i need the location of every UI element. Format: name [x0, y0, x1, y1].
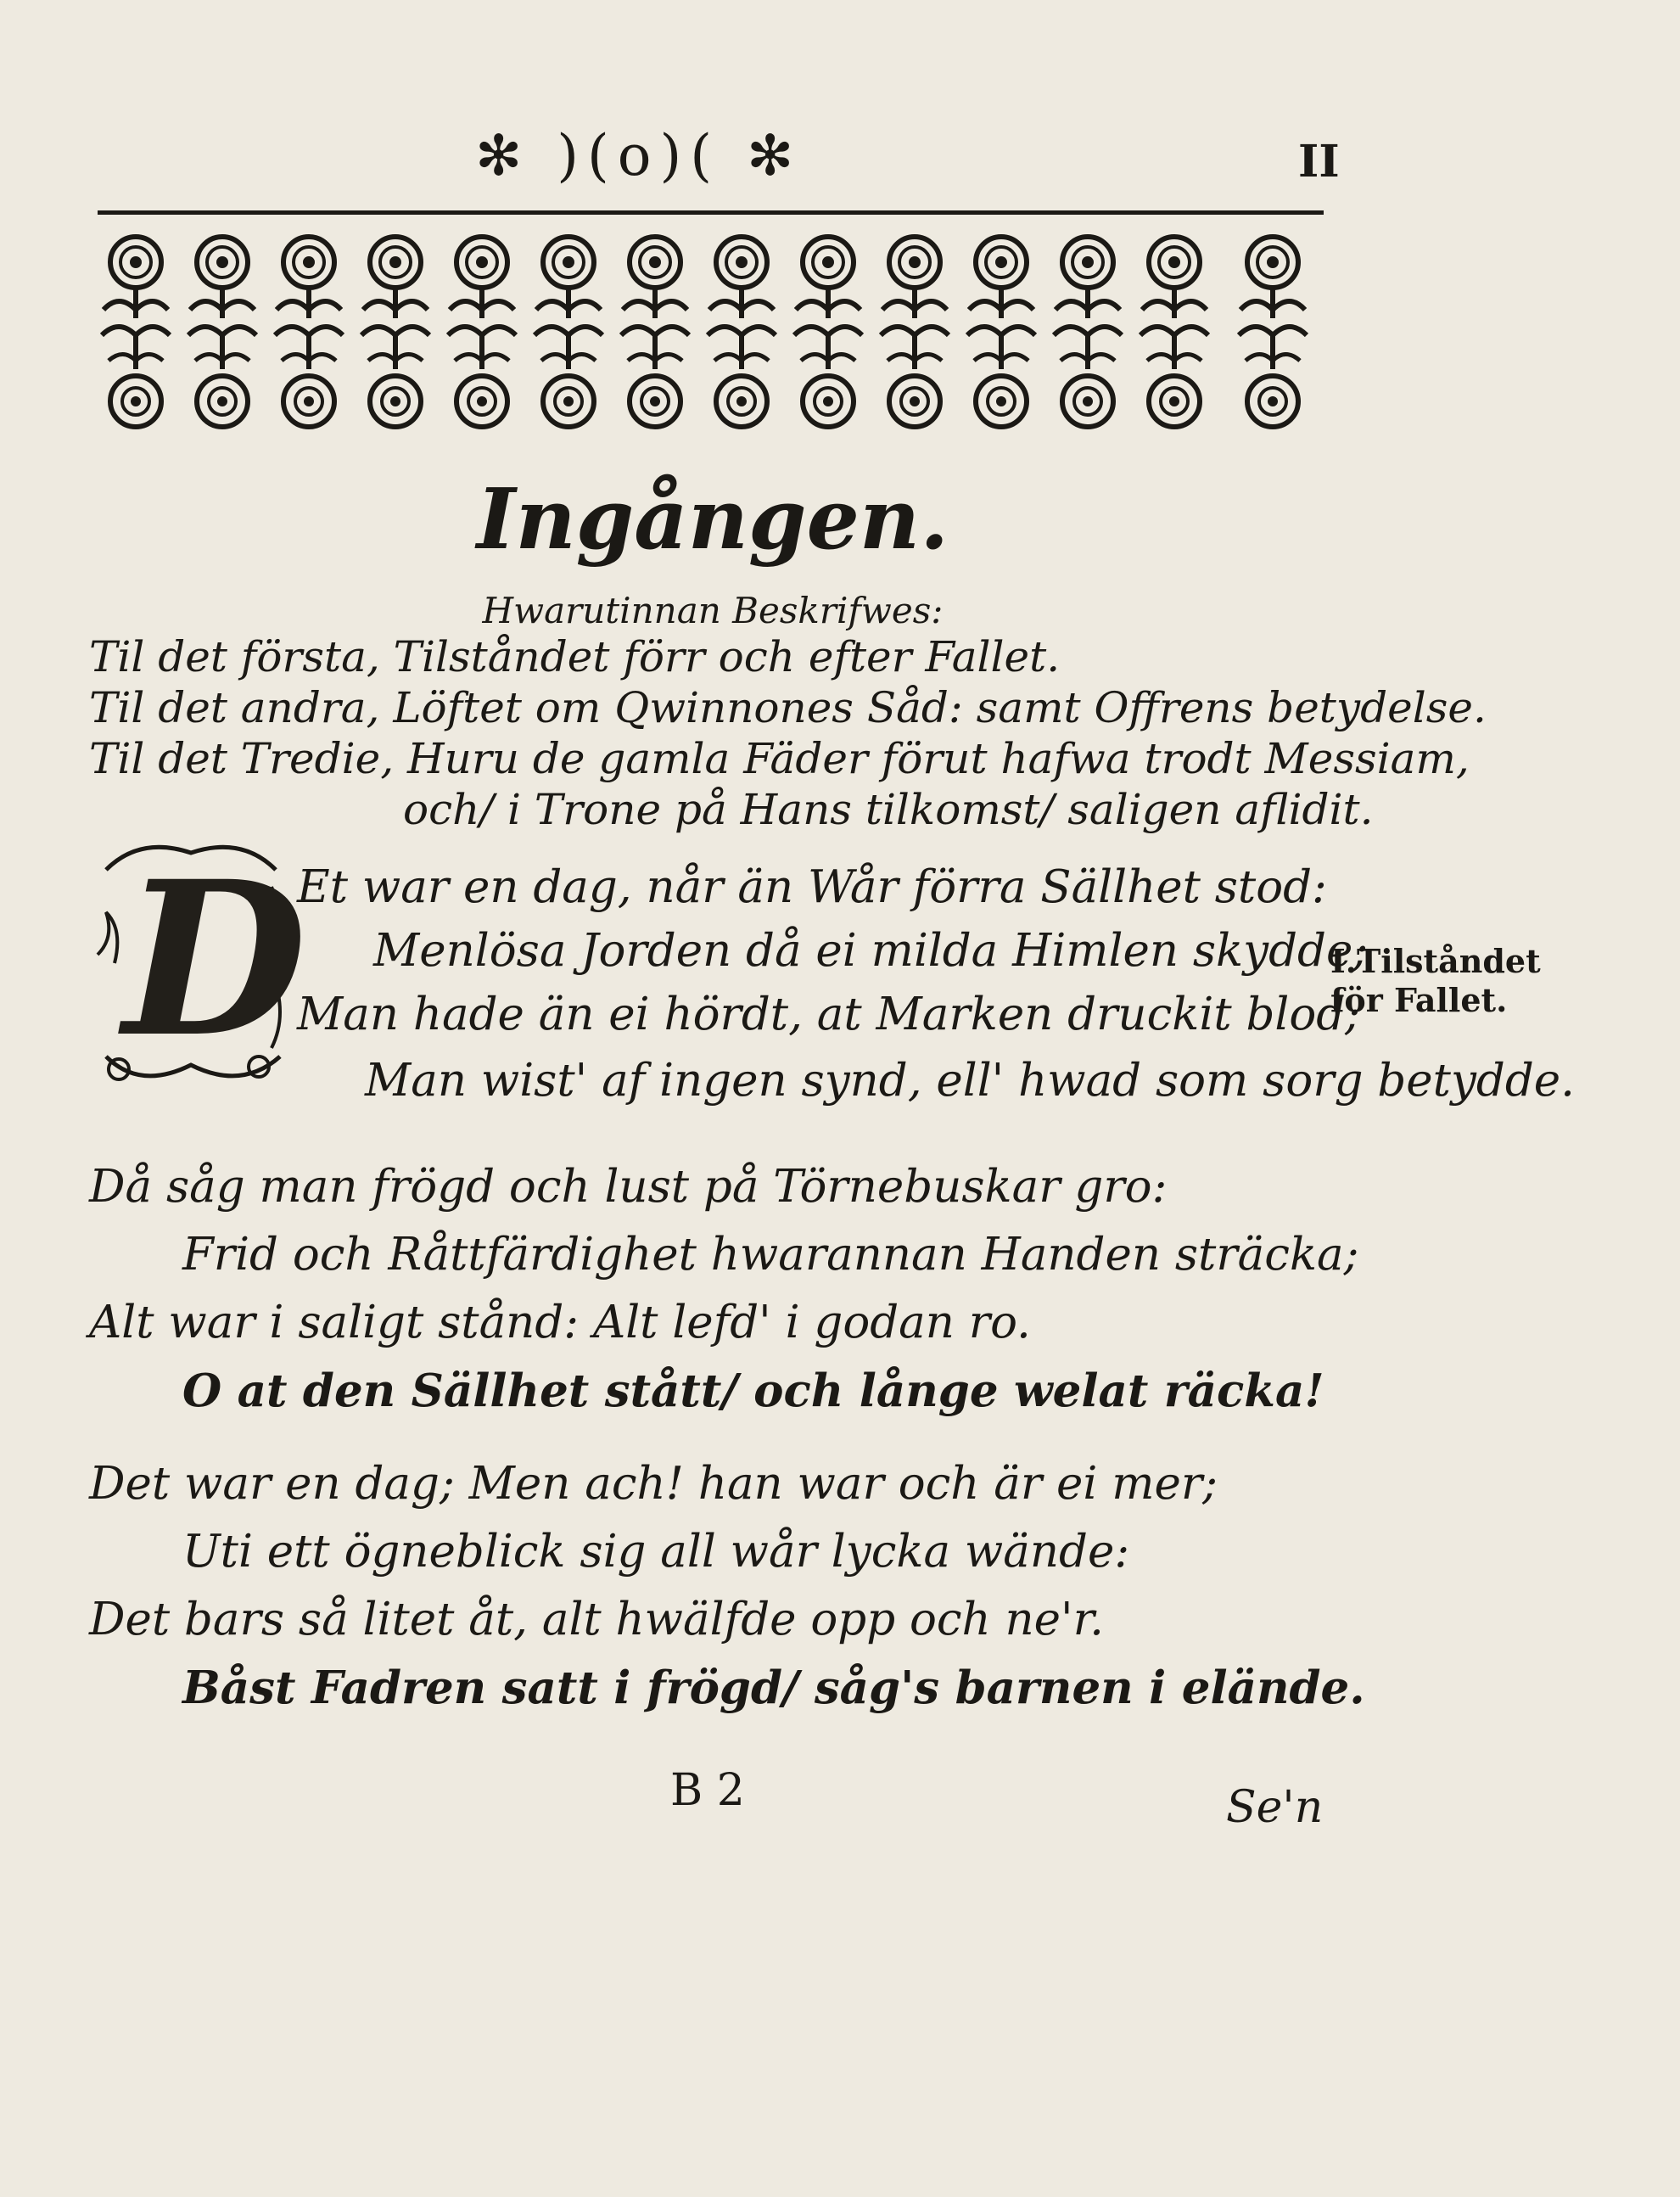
verse-line: Menlösa Jorden då ei milda Himlen skydde;	[373, 925, 1369, 977]
signature-mark: B 2	[670, 1765, 745, 1816]
verse-line: Man wist' af ingen synd, ell' hwad som sorg betydde.	[365, 1055, 1575, 1107]
header-rule	[98, 210, 1324, 215]
verse-line: Et war en dag, når än Wår förra Sällhet stod:	[297, 861, 1327, 913]
verse-line: Frid och Råttfärdighet hwarannan Handen sträcka;	[182, 1229, 1359, 1281]
ornamental-flower-band	[93, 233, 1332, 437]
margin-note-line: I.Tilståndet	[1330, 942, 1541, 980]
verse-line: Det bars så litet åt, alt hwälfde opp och ne'r.	[89, 1594, 1104, 1645]
verse-line: Då såg man frögd och lust på Törnebuskar gro:	[89, 1161, 1168, 1213]
section-title: Ingången.	[476, 471, 949, 569]
verse-line: Det war en dag; Men ach! han war och är ei mer;	[89, 1458, 1218, 1510]
drop-cap: D	[123, 834, 307, 1084]
verse-line: Man hade än ei hördt, at Marken druckit blod;	[297, 989, 1361, 1040]
section-subtitle: Hwarutinnan Beskrifwes:	[482, 590, 944, 631]
verse-line: Uti ett ögneblick sig all wår lycka wände:	[182, 1526, 1130, 1578]
margin-note	[1330, 942, 1541, 1020]
contents-line: Til det Tredie, Huru de gamla Fäder förut hafwa trodt Messiam,	[89, 734, 1470, 783]
verse-line: O at den Sällhet stått/ och långe welat räcka!	[182, 1365, 1324, 1417]
header-ornament: ✻ )(o)( ✻	[475, 123, 803, 188]
decorated-initial	[89, 834, 307, 1090]
contents-line: och/ i Trone på Hans tilkomst/ saligen aflidit.	[403, 785, 1374, 834]
catchword: Se'n	[1226, 1782, 1324, 1833]
verse-line: Alt war i saligt stånd: Alt lefd' i godan ro.	[89, 1297, 1031, 1348]
margin-note-line: för Fallet.	[1330, 981, 1508, 1019]
contents-line: Til det första, Tilståndet förr och efter Fallet.	[89, 632, 1061, 681]
contents-line: Til det andra, Löftet om Qwinnones Såd: samt Offrens betydelse.	[89, 683, 1487, 732]
page-number: II	[1298, 136, 1340, 188]
verse-line: Båst Fadren satt i frögd/ såg's barnen i elände.	[182, 1662, 1365, 1714]
